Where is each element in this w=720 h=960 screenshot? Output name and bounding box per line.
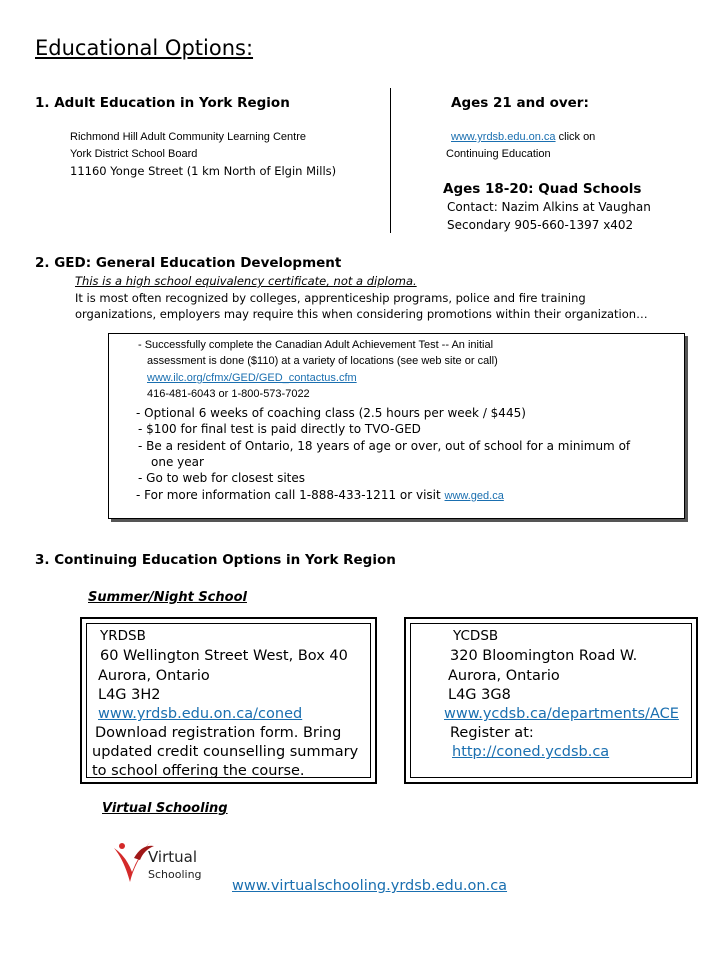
logo-text-schooling: Schooling: [148, 868, 202, 881]
ycdsb-ace-link[interactable]: www.ycdsb.ca/departments/ACE: [444, 706, 679, 722]
ged-phone: 416-481-6043 or 1-800-573-7022: [147, 388, 310, 400]
ycdsb-address: 320 Bloomington Road W.: [450, 648, 638, 664]
ged-note: This is a high school equivalency certificate, not a diploma.: [75, 274, 417, 288]
centre-name: Richmond Hill Adult Community Learning Centre: [70, 131, 306, 143]
ged-box-line-3: - Optional 6 weeks of coaching class (2.5 hours per week / $445): [136, 406, 526, 420]
board-name: York District School Board: [70, 148, 198, 160]
yrdsb-note-1: Download registration form. Bring: [95, 725, 342, 741]
ages-18-heading: Ages 18-20: Quad Schools: [443, 181, 642, 197]
ycdsb-name: YCDSB: [453, 628, 499, 644]
page-title: Educational Options:: [35, 36, 254, 60]
ged-site-link[interactable]: www.ged.ca: [444, 490, 504, 502]
yrdsb-coned-link[interactable]: www.yrdsb.edu.on.ca/coned: [98, 706, 303, 722]
yrdsb-note-2: updated credit counselling summary: [92, 744, 359, 760]
secondary-phone: Secondary 905-660-1397 x402: [447, 218, 634, 232]
ged-more-info-text: - For more information call 1-888-433-1211 or visit: [136, 488, 445, 502]
section-1-heading: 1. Adult Education in York Region: [35, 95, 290, 111]
yrdsb-name: YRDSB: [100, 628, 146, 644]
ages-21-heading: Ages 21 and over:: [451, 95, 589, 111]
virtual-schooling-link[interactable]: www.virtualschooling.yrdsb.edu.on.ca: [232, 878, 508, 894]
yrdsb-note-3: to school offering the course.: [92, 763, 305, 779]
ged-desc-2: organizations, employers may require this when considering promotions within their organization…: [75, 307, 648, 321]
centre-address: 11160 Yonge Street (1 km North of Elgin Mills): [70, 164, 337, 178]
ged-contact-link[interactable]: www.ilc.org/cfmx/GED/GED_contactus.cfm: [147, 372, 357, 384]
yrdsb-address: 60 Wellington Street West, Box 40: [100, 648, 348, 664]
summer-night-heading: Summer/Night School: [88, 590, 247, 605]
virtual-schooling-heading: Virtual Schooling: [102, 801, 228, 816]
ycdsb-postal: L4G 3G8: [448, 687, 511, 703]
ged-box-line-2: assessment is done ($110) at a variety of locations (see web site or call): [147, 355, 498, 367]
ged-box-line-5: - Be a resident of Ontario, 18 years of age or over, out of school for a minimum of: [138, 439, 631, 453]
ged-box-line-6: one year: [151, 455, 204, 469]
continuing-education-text: Continuing Education: [446, 148, 551, 160]
ged-box-line-4: - $100 for final test is paid directly to TVO-GED: [138, 422, 421, 436]
yrdsb-link[interactable]: www.yrdsb.edu.on.ca: [451, 131, 556, 143]
contact-text: Contact: Nazim Alkins at Vaughan: [447, 200, 651, 214]
click-on-text: click on: [555, 131, 596, 143]
section-2-heading: 2. GED: General Education Development: [35, 255, 342, 271]
yrdsb-link-line: [451, 131, 595, 143]
logo-text-virtual: Virtual: [148, 848, 198, 866]
ycdsb-coned-link[interactable]: http://coned.ycdsb.ca: [452, 744, 610, 760]
yrdsb-city: Aurora, Ontario: [98, 668, 210, 684]
ged-box-line-1: - Successfully complete the Canadian Adult Achievement Test -- An initial: [138, 339, 494, 351]
section-3-heading: 3. Continuing Education Options in York Region: [35, 552, 396, 568]
virtual-schooling-logo: [110, 838, 210, 888]
ycdsb-register-text: Register at:: [450, 725, 534, 741]
ged-desc-1: It is most often recognized by colleges, apprenticeship programs, police and fire training: [75, 291, 586, 305]
ged-box-line-8: [136, 488, 504, 502]
ycdsb-city: Aurora, Ontario: [448, 668, 560, 684]
ged-box-line-7: - Go to web for closest sites: [138, 471, 306, 485]
yrdsb-postal: L4G 3H2: [98, 687, 161, 703]
section-1-divider: [390, 88, 391, 233]
